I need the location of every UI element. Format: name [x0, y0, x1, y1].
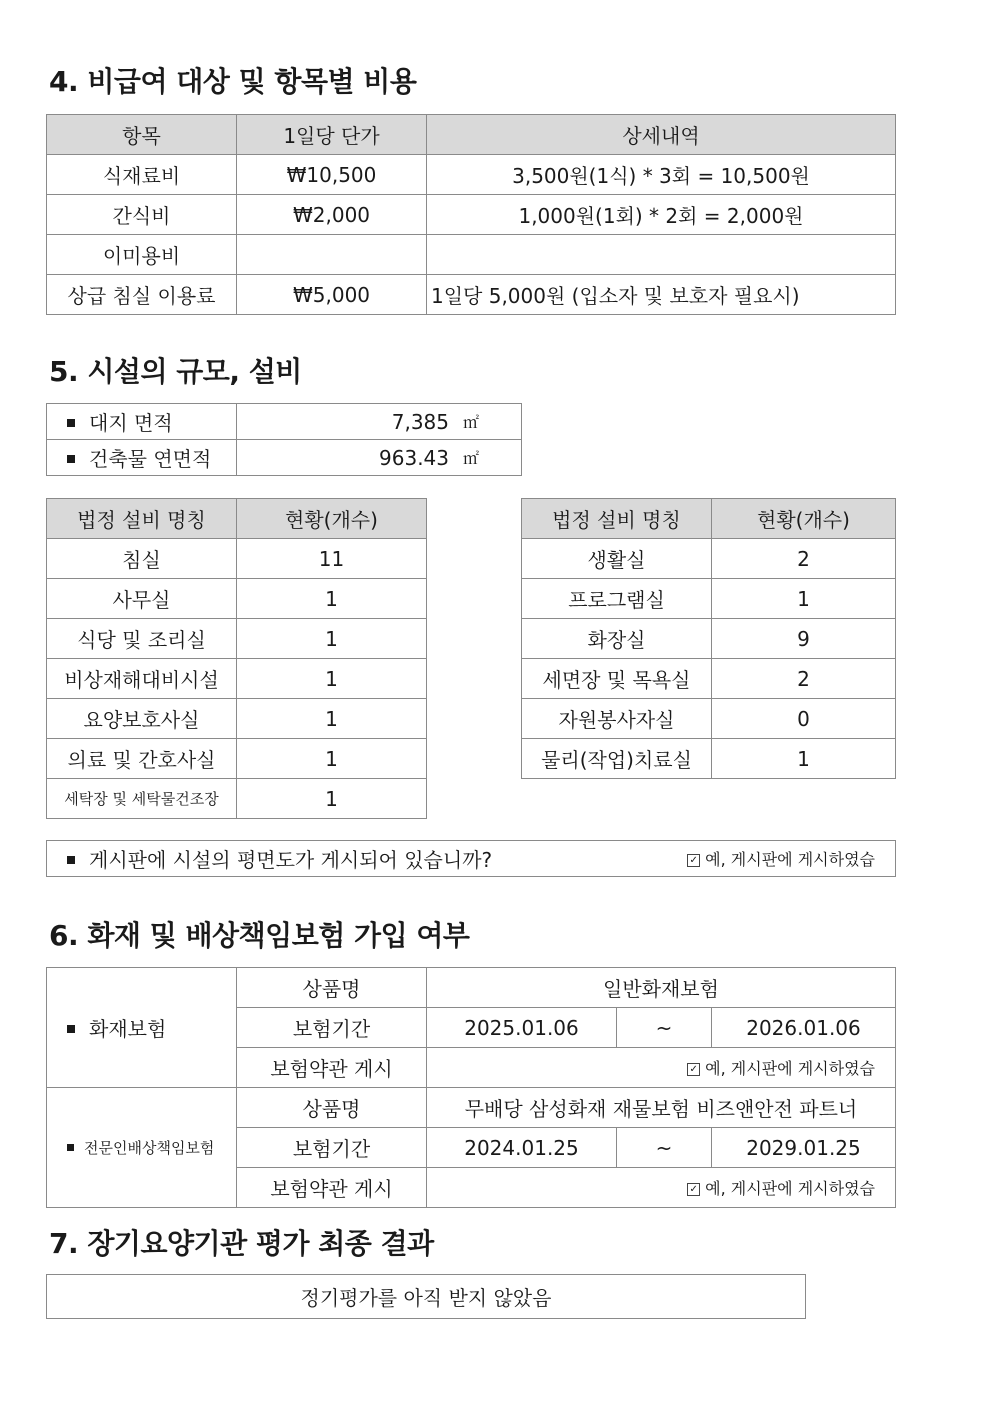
facility-table-left [46, 498, 427, 819]
facility-name: 요양보호사실 [47, 699, 237, 739]
facility-name: 식당 및 조리실 [47, 619, 237, 659]
facility-name: 생활실 [522, 539, 712, 579]
terms-answer: ✓ 예, 게시판에 게시하였습 [427, 1168, 896, 1208]
floorplan-row [46, 840, 896, 877]
header-facility-count: 현황(개수) [237, 499, 427, 539]
item-name: 간식비 [47, 195, 237, 235]
insurance-type: 화재보험 [47, 968, 237, 1088]
table-row [47, 779, 427, 819]
table-row [47, 539, 427, 579]
period-start: 2025.01.06 [427, 1008, 617, 1048]
facility-name: 침실 [47, 539, 237, 579]
header-facility-name: 법정 설비 명칭 [47, 499, 237, 539]
header-daily-price: 1일당 단가 [237, 115, 427, 155]
item-price: ₩10,500 [237, 155, 427, 195]
item-price: ₩2,000 [237, 195, 427, 235]
facility-name: 프로그램실 [522, 579, 712, 619]
product-label: 상품명 [237, 1088, 427, 1128]
item-detail: 1,000원(1회) * 2회 = 2,000원 [427, 195, 896, 235]
item-name: 이미용비 [47, 235, 237, 275]
period-end: 2029.01.25 [712, 1128, 896, 1168]
non-covered-cost-table [46, 114, 896, 315]
facility-table-right [521, 498, 896, 779]
facility-count: 11 [237, 539, 427, 579]
area-label: 대지 면적 [47, 404, 237, 440]
table-row [47, 699, 427, 739]
period-separator: ~ [617, 1008, 712, 1048]
terms-answer: ✓ 예, 게시판에 게시하였습 [427, 1048, 896, 1088]
terms-label: 보험약관 게시 [237, 1048, 427, 1088]
table-row [47, 1088, 896, 1128]
insurance-type: 전문인배상책임보험 [47, 1088, 237, 1208]
table-row [522, 579, 896, 619]
floorplan-answer: ✓ 예, 게시판에 게시하였습 [627, 841, 896, 877]
facility-count: 1 [237, 659, 427, 699]
area-value: 963.43 ㎡ [237, 440, 522, 476]
insurance-table [46, 967, 896, 1208]
table-row [47, 155, 896, 195]
table-row [522, 539, 896, 579]
table-row [47, 968, 896, 1008]
facility-count: 2 [712, 539, 896, 579]
facility-count: 1 [237, 619, 427, 659]
facility-count: 1 [237, 579, 427, 619]
period-separator: ~ [617, 1128, 712, 1168]
bullet-icon [67, 1025, 75, 1033]
header-facility-name: 법정 설비 명칭 [522, 499, 712, 539]
section5-title: 5. 시설의 규모, 설비 [49, 355, 302, 388]
facility-name: 사무실 [47, 579, 237, 619]
header-facility-count: 현황(개수) [712, 499, 896, 539]
facility-name: 자원봉사자실 [522, 699, 712, 739]
section4-title: 4. 비급여 대상 및 항목별 비용 [49, 65, 417, 98]
area-label: 건축물 연면적 [47, 440, 237, 476]
item-price: ₩5,000 [237, 275, 427, 315]
table-row [522, 619, 896, 659]
facility-name: 세탁장 및 세탁물건조장 [47, 779, 237, 819]
unit-label: ㎡ [462, 448, 479, 468]
facility-count: 1 [237, 779, 427, 819]
facility-count: 2 [712, 659, 896, 699]
table-row [47, 275, 896, 315]
area-table [46, 403, 522, 476]
facility-name: 물리(작업)치료실 [522, 739, 712, 779]
period-label: 보험기간 [237, 1128, 427, 1168]
facility-name: 세면장 및 목욕실 [522, 659, 712, 699]
item-detail: 1일당 5,000원 (입소자 및 보호자 필요시) [427, 275, 896, 315]
facility-name: 비상재해대비시설 [47, 659, 237, 699]
table-row [522, 659, 896, 699]
item-name: 상급 침실 이용료 [47, 275, 237, 315]
header-item: 항목 [47, 115, 237, 155]
checkbox-checked-icon[interactable]: ✓ [687, 854, 700, 867]
table-row [522, 699, 896, 739]
table-row [47, 235, 896, 275]
evaluation-result: 정기평가를 아직 받지 않았음 [47, 1275, 806, 1319]
checkbox-checked-icon[interactable]: ✓ [687, 1063, 700, 1076]
bullet-icon [67, 856, 75, 864]
table-row [47, 404, 522, 440]
unit-label: ㎡ [462, 412, 479, 432]
facility-name: 화장실 [522, 619, 712, 659]
facility-count: 1 [712, 739, 896, 779]
table-row [47, 195, 896, 235]
period-label: 보험기간 [237, 1008, 427, 1048]
terms-label: 보험약관 게시 [237, 1168, 427, 1208]
period-end: 2026.01.06 [712, 1008, 896, 1048]
table-row [47, 440, 522, 476]
facility-name: 의료 및 간호사실 [47, 739, 237, 779]
floorplan-question: 게시판에 시설의 평면도가 게시되어 있습니까? [47, 841, 627, 877]
section7-title: 7. 장기요양기관 평가 최종 결과 [49, 1227, 434, 1260]
table-row [47, 659, 427, 699]
checkbox-checked-icon[interactable]: ✓ [687, 1183, 700, 1196]
product-name: 무배당 삼성화재 재물보험 비즈앤안전 파트너 [427, 1088, 896, 1128]
area-value: 7,385 ㎡ [237, 404, 522, 440]
product-name: 일반화재보험 [427, 968, 896, 1008]
period-start: 2024.01.25 [427, 1128, 617, 1168]
header-detail: 상세내역 [427, 115, 896, 155]
item-price [237, 235, 427, 275]
item-detail: 3,500원(1식) * 3회 = 10,500원 [427, 155, 896, 195]
table-row [47, 619, 427, 659]
section6-title: 6. 화재 및 배상책임보험 가입 여부 [49, 919, 470, 952]
facility-count: 1 [712, 579, 896, 619]
facility-count: 9 [712, 619, 896, 659]
bullet-icon [67, 1144, 74, 1151]
table-row [47, 739, 427, 779]
facility-count: 0 [712, 699, 896, 739]
item-name: 식재료비 [47, 155, 237, 195]
evaluation-result-table [46, 1274, 806, 1319]
bullet-icon [67, 455, 75, 463]
facility-count: 1 [237, 739, 427, 779]
facility-count: 1 [237, 699, 427, 739]
table-row [522, 739, 896, 779]
product-label: 상품명 [237, 968, 427, 1008]
item-detail [427, 235, 896, 275]
bullet-icon [67, 419, 75, 427]
table-row [47, 579, 427, 619]
